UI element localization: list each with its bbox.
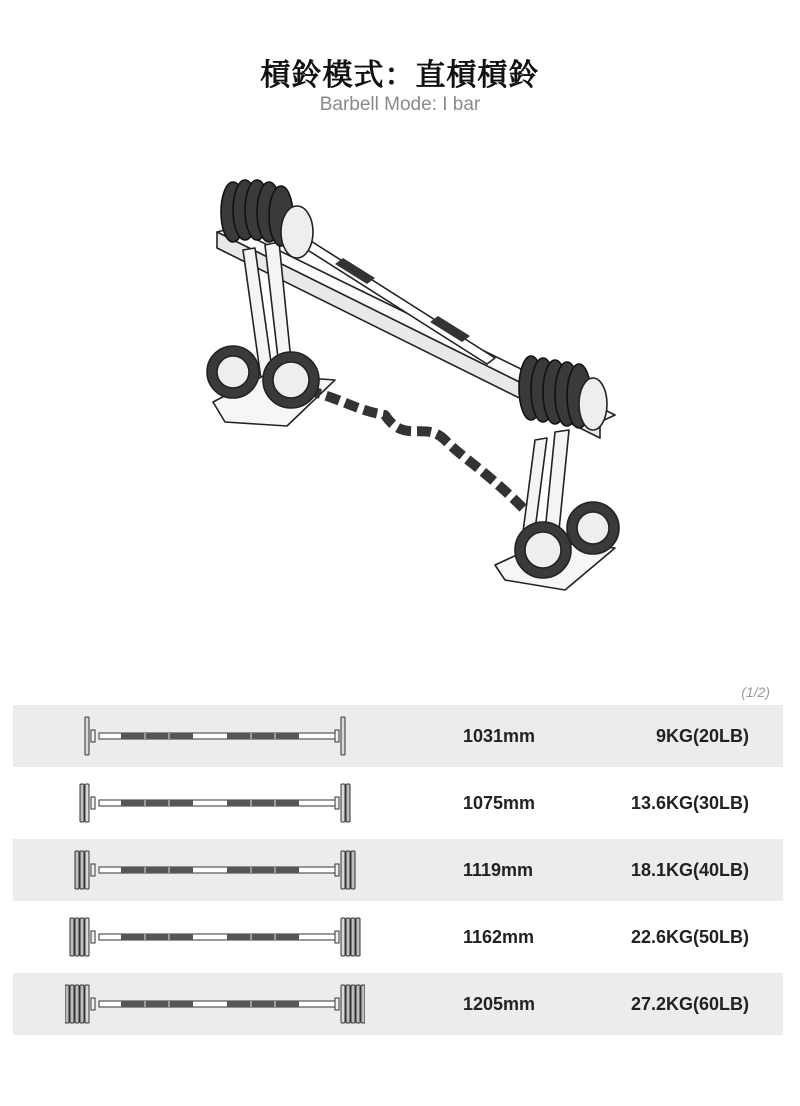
bar-length: 1075mm — [463, 793, 536, 813]
weight-plate — [85, 851, 89, 889]
weight-plate — [346, 784, 350, 822]
weight-plate — [341, 717, 345, 755]
bar-grip — [121, 867, 193, 873]
weight-plate — [70, 985, 74, 1023]
bar-grip — [227, 800, 299, 806]
weight-plate — [85, 717, 89, 755]
weight-plate — [361, 985, 365, 1023]
weight-plate — [341, 784, 345, 822]
weight-plate — [80, 784, 84, 822]
bar-weight: 9KG(20LB) — [655, 726, 749, 746]
page-title: 槓鈴模式：直槓槓鈴 — [260, 58, 540, 93]
bar-grip — [121, 733, 193, 739]
barbell-icon — [65, 906, 365, 968]
weight-plate — [346, 918, 350, 956]
bar-length: 1205mm — [463, 994, 536, 1014]
bar-collar — [91, 998, 95, 1010]
weight-plate — [351, 851, 355, 889]
bar-length: 1031mm — [463, 726, 536, 746]
bar-weight: 27.2KG(60LB) — [630, 994, 749, 1014]
bar-length: 1162mm — [463, 927, 535, 947]
weight-plate — [70, 918, 74, 956]
weight-plate — [75, 918, 79, 956]
weight-plate — [351, 918, 355, 956]
weight-plate — [85, 918, 89, 956]
spec-row — [13, 772, 783, 834]
bar-collar — [335, 931, 339, 943]
weight-plate — [80, 985, 84, 1023]
bar-collar — [335, 730, 339, 742]
barbell-icon — [65, 772, 365, 834]
barbell-icon — [65, 705, 365, 767]
weight-plate — [346, 851, 350, 889]
weight-plate — [351, 985, 355, 1023]
bar-collar — [91, 931, 95, 943]
page-indicator: (1/2) — [741, 684, 770, 700]
bar-weight: 13.6KG(30LB) — [630, 793, 749, 813]
barbell-icon — [65, 973, 365, 1035]
weight-plate — [356, 918, 360, 956]
bar-weight: 22.6KG(50LB) — [630, 927, 749, 947]
bar-grip — [227, 733, 299, 739]
weight-plate — [65, 985, 69, 1023]
weight-plate — [75, 985, 79, 1023]
bar-grip — [227, 934, 299, 940]
spec-row — [13, 705, 783, 767]
weight-plate — [346, 985, 350, 1023]
weight-plate — [80, 851, 84, 889]
weight-plate — [356, 985, 360, 1023]
bar-weight: 18.1KG(40LB) — [630, 860, 749, 880]
bar-grip — [121, 934, 193, 940]
weight-plate — [341, 851, 345, 889]
weight-plate — [341, 918, 345, 956]
bar-grip — [121, 1001, 193, 1007]
bar-collar — [91, 864, 95, 876]
weight-plate — [85, 784, 89, 822]
bar-length: 1119mm — [463, 860, 534, 880]
bar-collar — [91, 797, 95, 809]
spec-row — [13, 839, 783, 901]
bar-grip — [227, 867, 299, 873]
bar-collar — [335, 998, 339, 1010]
bar-collar — [335, 797, 339, 809]
bar-collar — [335, 864, 339, 876]
barbell-rack-illustration — [195, 170, 635, 600]
bar-collar — [91, 730, 95, 742]
weight-plate — [80, 918, 84, 956]
page-subtitle: Barbell Mode: I bar — [319, 94, 481, 115]
weight-plate — [341, 985, 345, 1023]
weight-plate — [75, 851, 79, 889]
bar-grip — [227, 1001, 299, 1007]
barbell-icon — [65, 839, 365, 901]
spec-row — [13, 973, 783, 1035]
spec-row — [13, 906, 783, 968]
bar-grip — [121, 800, 193, 806]
weight-plate — [85, 985, 89, 1023]
